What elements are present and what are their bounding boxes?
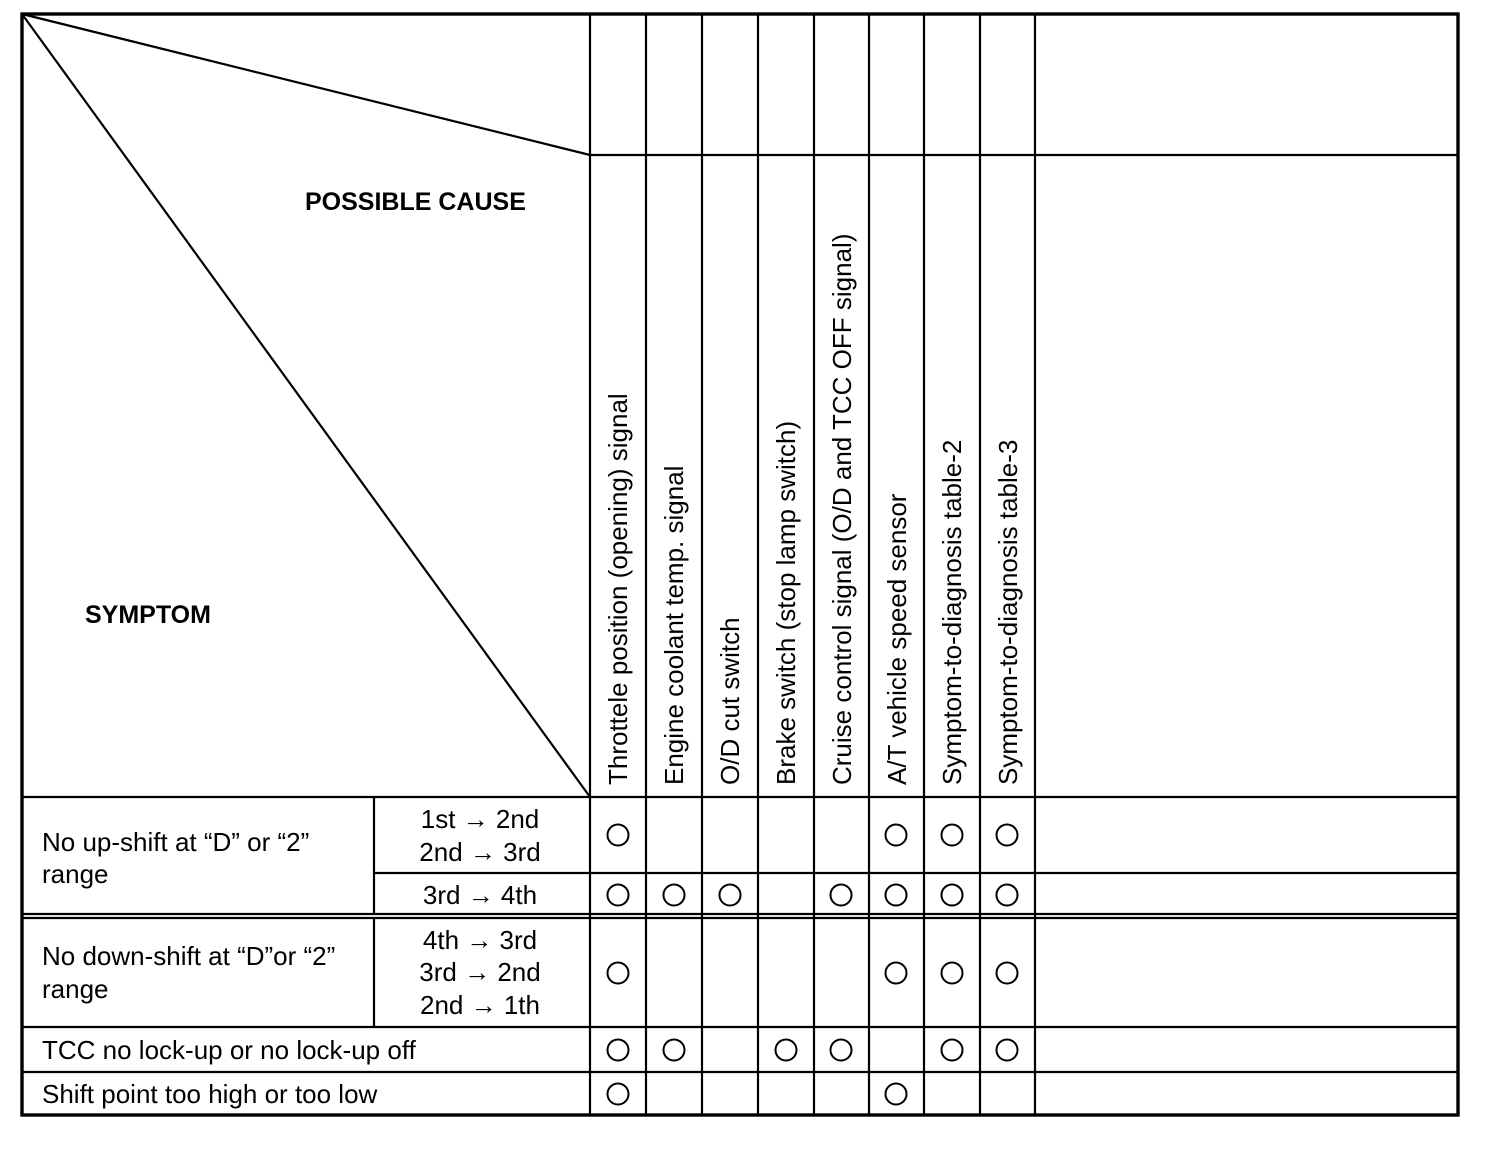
circle-mark <box>997 825 1018 846</box>
circle-mark <box>886 885 907 906</box>
condition-text: 3rd → 2nd <box>419 957 541 987</box>
condition-text: 1st → 2nd <box>420 804 540 834</box>
cause-label: Brake switch (stop lamp switch) <box>771 420 801 785</box>
symptom-shift-point: Shift point too high or too low <box>42 1079 378 1109</box>
cause-label: Cruise control signal (O/D and TCC OFF signal) <box>827 233 857 785</box>
circle-mark <box>942 963 963 984</box>
circle-mark <box>942 1040 963 1061</box>
condition-text: 3rd → 4th <box>422 880 538 910</box>
symptom-downshift-line1: No down-shift at “D”or “2” <box>42 941 336 971</box>
circle-mark <box>608 963 629 984</box>
circle-mark <box>720 885 741 906</box>
symptom-downshift-line2: range <box>42 974 109 1004</box>
cause-label: Symptom-to-diagnosis table-3 <box>993 439 1023 785</box>
condition-text: 2nd → 3rd <box>419 837 541 867</box>
symptom-upshift-line1: No up-shift at “D” or “2” <box>42 827 310 857</box>
possible-cause-heading: POSSIBLE CAUSE <box>305 188 526 216</box>
circle-mark <box>608 825 629 846</box>
circle-mark <box>664 1040 685 1061</box>
cause-label: O/D cut switch <box>715 617 745 785</box>
corner-diagonal-upper <box>22 14 590 155</box>
cause-label: A/T vehicle speed sensor <box>882 493 912 785</box>
circle-mark <box>942 885 963 906</box>
circle-mark <box>886 825 907 846</box>
condition-text: 4th → 3rd <box>422 925 538 955</box>
circle-mark <box>997 885 1018 906</box>
circle-mark <box>997 963 1018 984</box>
symptom-tcc: TCC no lock-up or no lock-up off <box>42 1035 416 1065</box>
circle-mark <box>886 1084 907 1105</box>
cause-label: Symptom-to-diagnosis table-2 <box>937 439 967 785</box>
circle-mark <box>942 825 963 846</box>
circle-mark <box>664 885 685 906</box>
circle-mark <box>608 1040 629 1061</box>
cause-label: Engine coolant temp. signal <box>659 465 689 785</box>
marks-layer <box>608 825 1018 1105</box>
circle-mark <box>608 1084 629 1105</box>
circle-mark <box>886 963 907 984</box>
circle-mark <box>831 1040 852 1061</box>
circle-mark <box>831 885 852 906</box>
circle-mark <box>997 1040 1018 1061</box>
symptom-heading: SYMPTOM <box>85 601 211 629</box>
cause-label: Throttele position (opening) signal <box>603 393 633 785</box>
corner-diagonal-lower <box>22 14 590 797</box>
circle-mark <box>608 885 629 906</box>
condition-text: 2nd → 1th <box>420 990 540 1020</box>
symptom-upshift-line2: range <box>42 859 109 889</box>
circle-mark <box>776 1040 797 1061</box>
